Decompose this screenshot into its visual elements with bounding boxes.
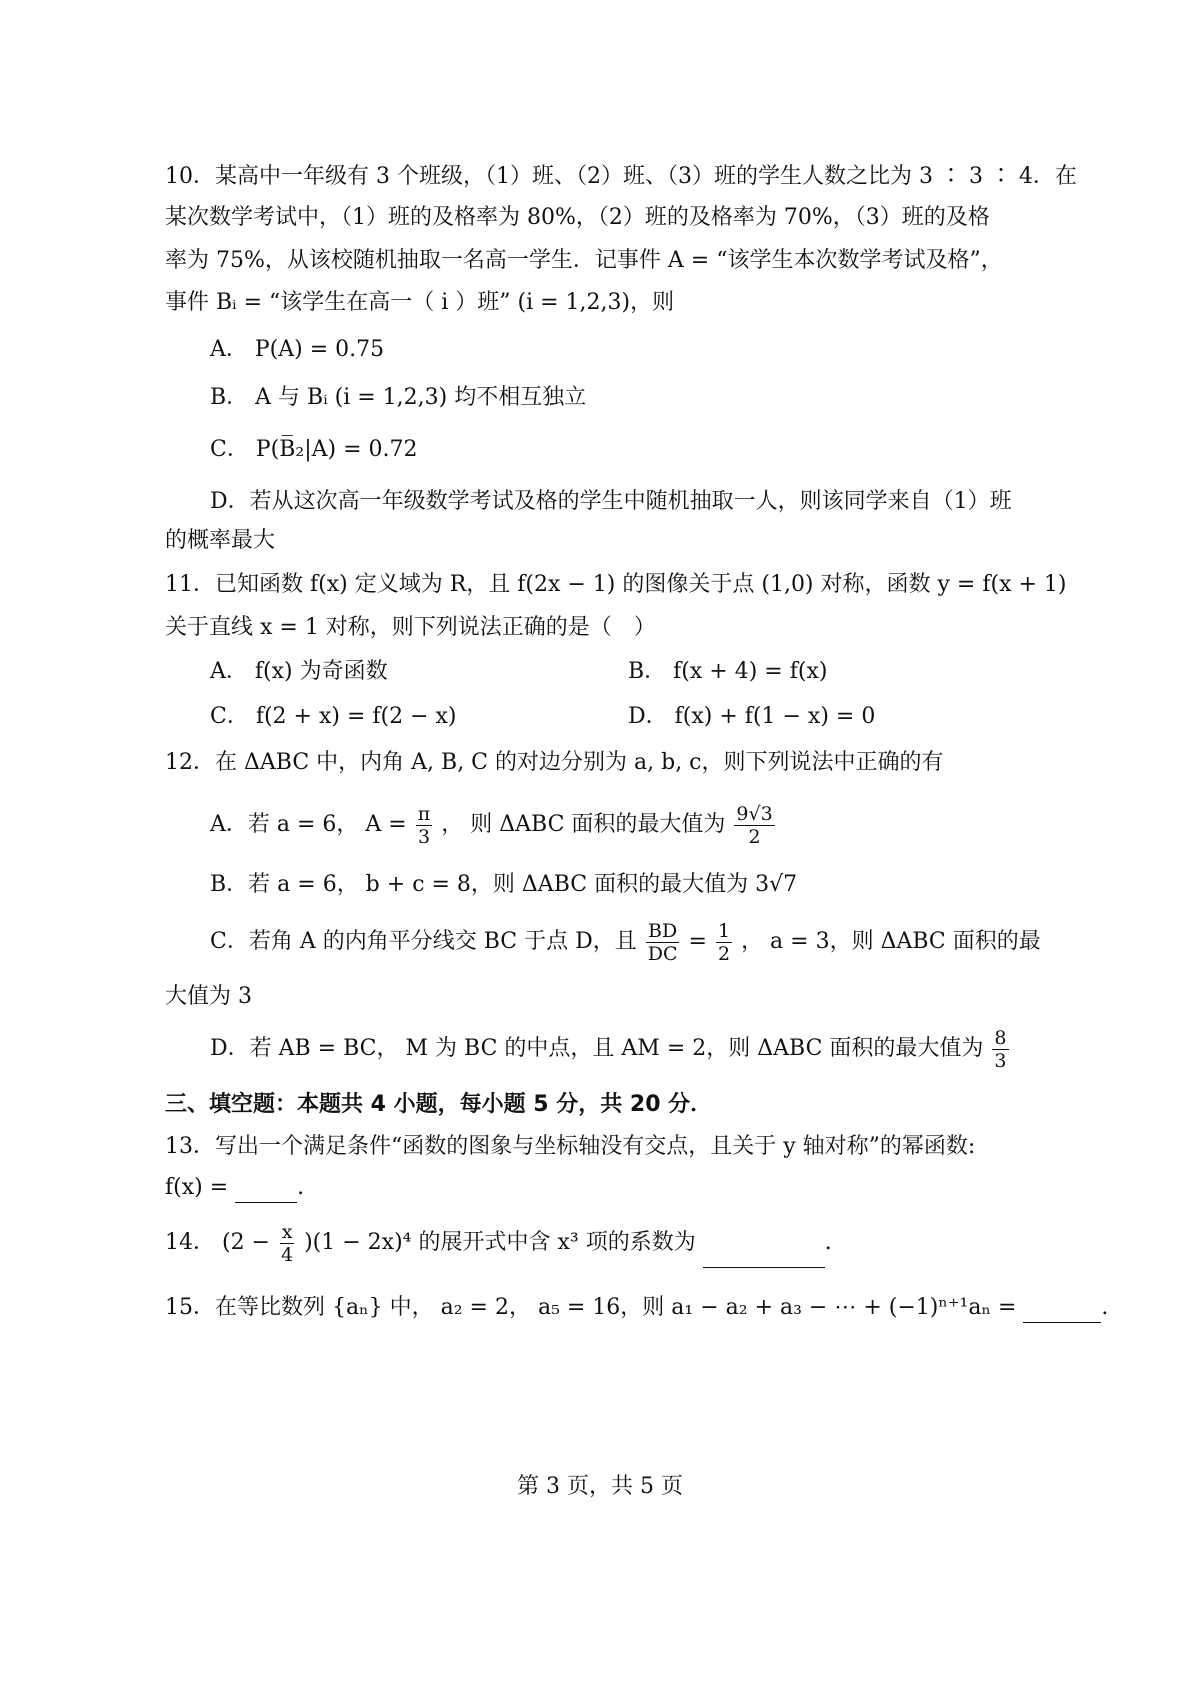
area-value-fraction — [734, 803, 774, 848]
fraction-denominator: 2 — [748, 825, 761, 848]
q10-option-a: A． P(A) = 0.75 — [210, 337, 385, 362]
q15-answer-blank[interactable] — [1023, 1302, 1101, 1323]
fraction-numerator: BD — [648, 919, 678, 942]
q12-option-b: B．若 a = 6， b + c = 8，则 ΔABC 面积的最大值为 3√7 — [210, 872, 798, 897]
q14-suffix: )(1 − 2x)⁴ 的展开式中含 x³ 项的系数为 — [304, 1230, 696, 1255]
q10-stem-line-2: 某次数学考试中，（1）班的及格率为 80%，（2）班的及格率为 70%，（3）班的及格 — [165, 205, 990, 230]
q10-option-d-line-1: D．若从这次高一年级数学考试及格的学生中随机抽取一人，则该同学来自（1）班 — [210, 489, 1012, 514]
q10-stem-line-1: 10．某高中一年级有 3 个班级，（1）班、（2）班、（3）班的学生人数之比为 3 ∶ 3 ∶ 4．在 — [165, 164, 1077, 189]
q12-d-prefix: D．若 AB = BC， M 为 BC 的中点，且 AM = 2，则 ΔABC 面积的最大值为 — [210, 1036, 984, 1061]
one-half-fraction — [716, 920, 732, 965]
q15-text: 15．在等比数列 {aₙ} 中， a₂ = 2， a₅ = 16，则 a₁ − a₂ + a₃ − ⋯ + (−1)ⁿ⁺¹aₙ = — [165, 1295, 1017, 1320]
q11-stem-line-2: 关于直线 x = 1 对称，则下列说法正确的是（ ） — [165, 615, 656, 640]
q11-option-b: B． f(x + 4) = f(x) — [628, 659, 828, 684]
fraction-denominator: 4 — [281, 1243, 294, 1266]
eight-thirds-fraction — [992, 1027, 1008, 1072]
period: . — [824, 1230, 832, 1255]
q10-stem-line-4: 事件 Bᵢ = “该学生在高一（ i ）班” (i = 1,2,3)，则 — [165, 290, 675, 315]
q12-option-d — [210, 1024, 1011, 1074]
q10-option-c: C． P(B̅₂|A) = 0.72 — [210, 437, 418, 462]
q14-answer-blank[interactable] — [703, 1247, 825, 1268]
q12-c-prefix: C．若角 A 的内角平分线交 BC 于点 D，且 — [210, 929, 637, 954]
fraction-numerator: 9√3 — [736, 802, 773, 825]
fraction-numerator: 8 — [994, 1026, 1007, 1049]
fraction-numerator: x — [281, 1220, 293, 1243]
period: . — [297, 1175, 305, 1200]
section-heading: 三、填空题：本题共 4 小题，每小题 5 分，共 20 分． — [165, 1092, 713, 1117]
q15-stem — [165, 1293, 1108, 1323]
x-over-4-fraction — [279, 1221, 295, 1266]
fraction-denominator: 2 — [717, 942, 731, 965]
q12-option-a — [210, 800, 777, 850]
q14-prefix: 14． (2 − — [165, 1230, 270, 1255]
q13-stem: 13．写出一个满足条件“函数的图象与坐标轴没有交点，且关于 y 轴对称”的幂函数: — [165, 1134, 976, 1159]
q13-answer-line — [165, 1173, 304, 1203]
q12-a-middle: ， 则 ΔABC 面积的最大值为 — [441, 812, 726, 837]
q10-stem-line-3: 率为 75%，从该校随机抽取一名高一学生．记事件 A = “该学生本次数学考试及格”， — [165, 248, 1003, 273]
fraction-denominator: 3 — [417, 825, 431, 848]
page-number-footer: 第 3 页，共 5 页 — [517, 1474, 683, 1499]
q10-option-b: B． A 与 Bᵢ (i = 1,2,3) 均不相互独立 — [210, 385, 587, 410]
q11-option-c: C． f(2 + x) = f(2 − x) — [210, 704, 457, 729]
q13-answer-blank[interactable] — [235, 1182, 297, 1203]
fraction-numerator: π — [417, 802, 431, 825]
q10-option-d-line-2: 的概率最大 — [165, 528, 276, 553]
fraction-denominator: DC — [647, 942, 678, 965]
q11-option-d: D． f(x) + f(1 − x) = 0 — [628, 704, 876, 729]
q12-option-c-line-2: 大值为 3 — [165, 984, 252, 1009]
fraction-numerator: 1 — [717, 919, 731, 942]
bd-over-dc-fraction — [646, 920, 680, 965]
fraction-denominator: 3 — [994, 1049, 1007, 1072]
q12-stem: 12．在 ΔABC 中，内角 A, B, C 的对边分别为 a, b, c，则下列说法中正确的有 — [165, 750, 944, 775]
q12-c-suffix: ， a = 3，则 ΔABC 面积的最 — [741, 929, 1041, 954]
pi-over-3-fraction — [416, 803, 433, 848]
q12-option-c — [210, 917, 1041, 967]
q11-option-a: A． f(x) 为奇函数 — [210, 659, 388, 684]
q12-a-prefix: A．若 a = 6， A = — [210, 812, 407, 837]
q11-stem-line-1: 11．已知函数 f(x) 定义域为 R，且 f(2x − 1) 的图像关于点 (1,0) 对称，函数 y = f(x + 1) — [165, 572, 1067, 597]
q13-fx-label: f(x) = — [165, 1175, 229, 1200]
period: . — [1101, 1295, 1109, 1320]
equals-sign: = — [688, 929, 707, 954]
q14-stem — [165, 1218, 832, 1268]
